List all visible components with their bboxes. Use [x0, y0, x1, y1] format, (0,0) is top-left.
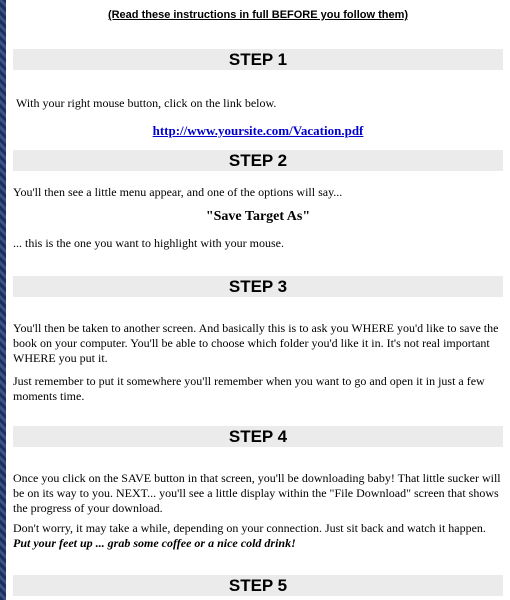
- step-1-text: With your right mouse button, click on the link below.: [16, 96, 277, 110]
- step-5-heading: STEP 5: [13, 575, 503, 596]
- step-4-wait-plain: Don't worry, it may take a while, depending on your connection. Just sit back and watch it happen.: [13, 521, 486, 535]
- intro-instruction: (Read these instructions in full BEFORE you follow them): [107, 9, 409, 21]
- step-2-heading: STEP 2: [13, 150, 503, 171]
- download-link[interactable]: http://www.yoursite.com/Vacation.pdf: [152, 123, 364, 138]
- step-3-text: You'll then be taken to another screen. And basically this is to ask you WHERE you'd like to save the book on your computer. You'll be able to choose which folder you'd like it in. It's not real important WHERE you put it.: [13, 321, 499, 365]
- step-4-text: Once you click on the SAVE button in that screen, you'll be downloading baby! That little sucker will be on its way to you. NEXT... you'll see a little display within the "File Download" screen that shows the progress of your download.: [13, 471, 501, 515]
- step-1-heading: STEP 1: [13, 49, 503, 70]
- save-target-as-label: "Save Target As": [205, 209, 311, 224]
- step-2-text: You'll then see a little menu appear, and one of the options will say...: [13, 185, 343, 199]
- step-4-wait-text: [13, 521, 503, 551]
- step-2-followup-text: ... this is the one you want to highlight with your mouse.: [13, 236, 284, 250]
- step-3-reminder-text: Just remember to put it somewhere you'll remember when you want to go and open it in just a few moments time.: [13, 374, 485, 403]
- step-4-heading: STEP 4: [13, 426, 503, 447]
- left-border-decoration: [0, 0, 6, 600]
- download-link-row: [13, 122, 503, 140]
- step-4-wait-emphasis: Put your feet up ... grab some coffee or a nice cold drink!: [13, 536, 296, 550]
- step-3-heading: STEP 3: [13, 276, 503, 297]
